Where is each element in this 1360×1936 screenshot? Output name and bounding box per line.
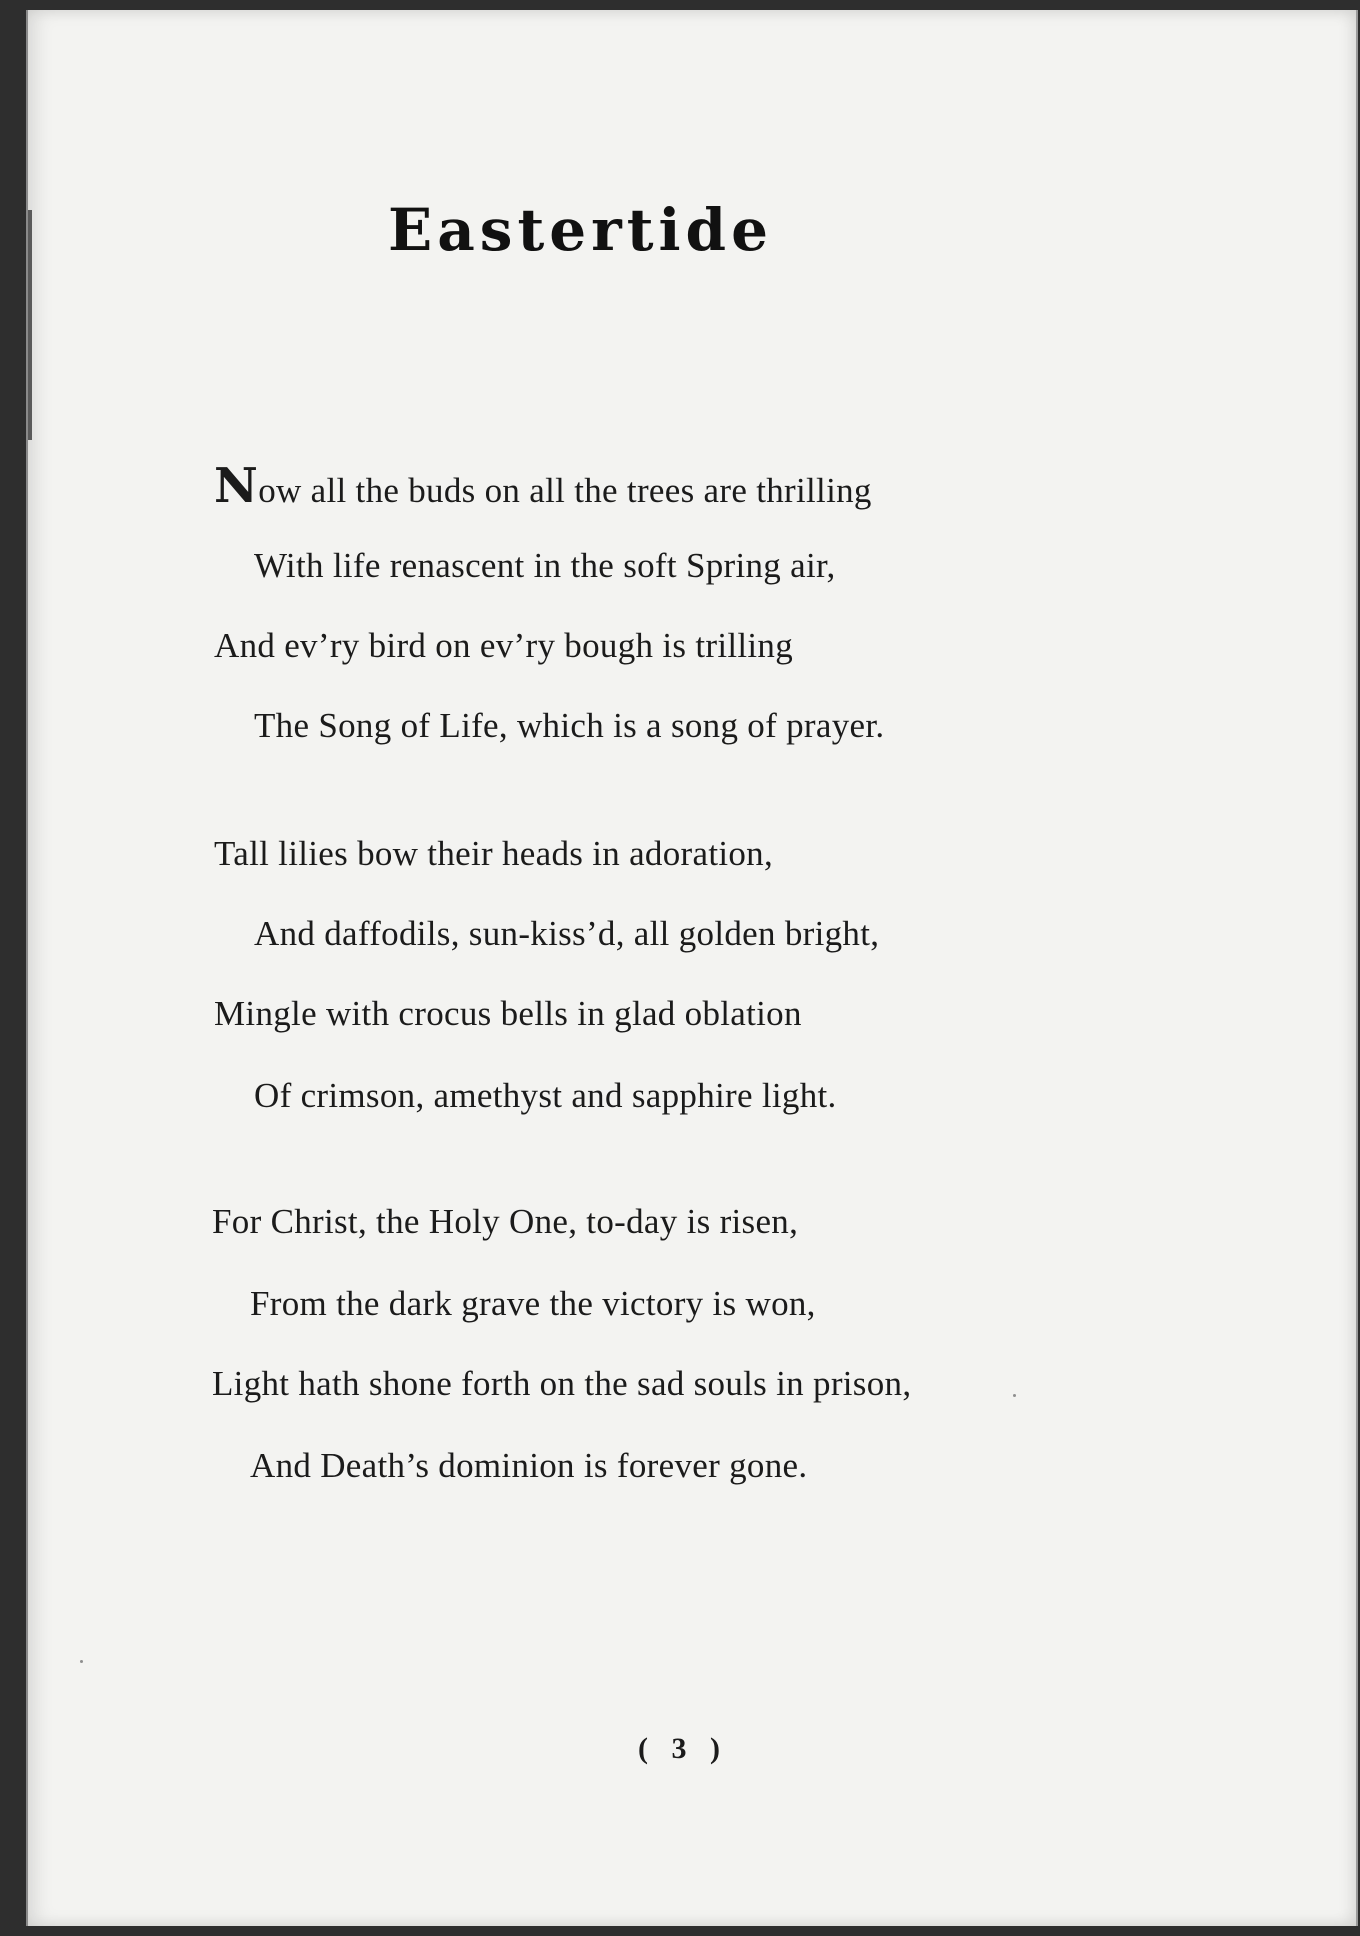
poem-line-1 xyxy=(214,458,872,514)
poem-line-9: For Christ, the Holy One, to-day is risen, xyxy=(212,1202,799,1241)
poem-line-4: The Song of Life, which is a song of prayer. xyxy=(254,706,885,745)
poem-line-12: And Death’s dominion is forever gone. xyxy=(250,1446,808,1485)
poem-title: Eastertide xyxy=(388,196,773,264)
binding-shadow xyxy=(28,210,32,440)
paper-speck xyxy=(80,1660,83,1663)
poem-line-10: From the dark grave the victory is won, xyxy=(250,1284,816,1323)
poem-line-6: And daffodils, sun-kiss’d, all golden bright, xyxy=(254,914,880,953)
book-page xyxy=(26,10,1358,1926)
poem-line-8: Of crimson, amethyst and sapphire light. xyxy=(254,1076,837,1115)
poem-line-11: Light hath shone forth on the sad souls in prison, xyxy=(212,1364,912,1403)
poem-line-5: Tall lilies bow their heads in adoration, xyxy=(214,834,774,873)
poem-line-3: And ev’ry bird on ev’ry bough is trilling xyxy=(214,626,794,665)
page-number: ( 3 ) xyxy=(638,1732,728,1765)
poem-line-7: Mingle with crocus bells in glad oblation xyxy=(214,994,802,1033)
paper-speck xyxy=(1013,1394,1016,1397)
drop-cap: N xyxy=(214,458,259,514)
poem-line-2: With life renascent in the soft Spring air, xyxy=(254,546,836,585)
poem-line-1-text: ow all the buds on all the trees are thrilling xyxy=(258,471,872,510)
